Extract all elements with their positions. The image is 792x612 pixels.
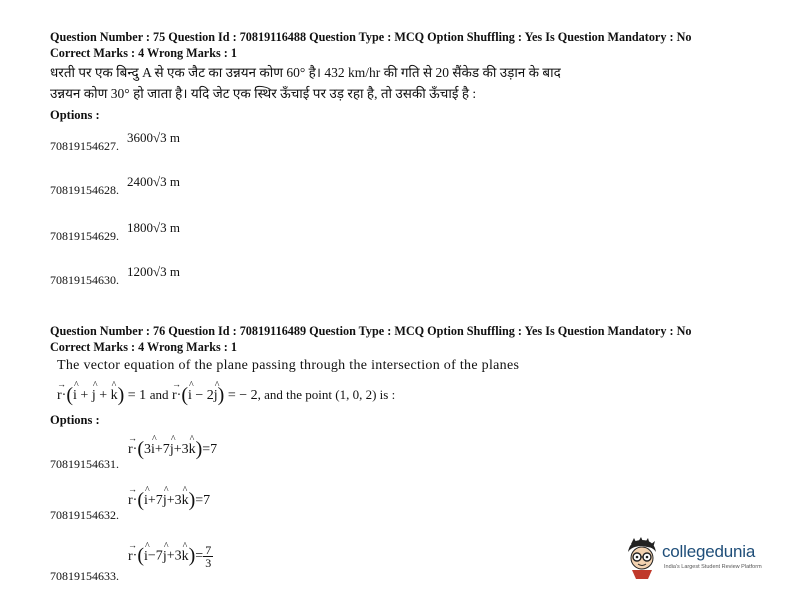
option-id: 70819154628.: [50, 183, 119, 197]
option-id: 70819154630.: [50, 273, 119, 287]
option-value: → r·(^ i+7^ j+3^ k)=7: [128, 489, 210, 512]
q76-options-label: Options :: [50, 413, 100, 427]
option-id: 70819154632.: [50, 508, 119, 522]
q75-option-4[interactable]: [50, 262, 250, 292]
option-value: 3600√3 m: [127, 130, 181, 145]
q75-option-2[interactable]: [50, 172, 250, 202]
option-id: 70819154629.: [50, 229, 119, 243]
q76-text-line1: The vector equation of the plane passing through the intersection of the planes: [57, 358, 520, 373]
q75-text-line2: उन्नयन कोण 30° हो जाता है। यदि जेट एक स्थिर ऊँचाई पर उड़ रहा है, तो उसकी ऊँचाई है :: [50, 86, 477, 101]
q75-option-3[interactable]: [50, 218, 250, 248]
option-value: → r·(3^ i+7^ j+3^ k)=7: [128, 438, 217, 461]
q76-option-2[interactable]: [50, 487, 310, 523]
logo-name: collegedunia: [662, 542, 756, 561]
option-value: 2400√3 m: [127, 174, 181, 189]
q75-header-line1: Question Number : 75 Question Id : 70819116488 Question Type : MCQ Option Shuffling : Yes Is Question Mandatory : No: [50, 30, 692, 44]
option-value: 1200√3 m: [127, 264, 181, 279]
q75-option-1[interactable]: [50, 128, 250, 158]
q76-text-line2: → r·(^ i + ^ j + ^ k) = 1 and → r·(^ i − 2^ j) = − 2, and the point (1, 0, 2) is :: [57, 384, 395, 407]
option-id: 70819154631.: [50, 457, 119, 471]
logo-tagline: India's Largest Student Review Platform: [664, 564, 762, 570]
fraction: $\frac{7}{3}$: [205, 543, 212, 570]
q76-option-1[interactable]: [50, 436, 310, 472]
option-id: 70819154633.: [50, 569, 119, 583]
q76-header-line2: Correct Marks : 4 Wrong Marks : 1: [50, 340, 237, 354]
option-value: → r·(^ i−7^ j+3^ k)= $\frac{7}{3}$: [128, 544, 213, 569]
collegedunia-logo: [622, 534, 772, 582]
mascot-icon: [622, 536, 662, 580]
q75-text-line1: धरती पर एक बिन्दु A से एक जैट का उन्नयन कोण 60° है। 432 km/hr की गति से 20 सैंकेड की उड़ान के बाद: [50, 65, 561, 80]
q76-option-3[interactable]: [50, 540, 310, 582]
q75-header-line2: Correct Marks : 4 Wrong Marks : 1: [50, 46, 237, 60]
option-value: 1800√3 m: [127, 220, 181, 235]
option-id: 70819154627.: [50, 139, 119, 153]
q75-options-label: Options :: [50, 108, 100, 122]
q76-header-line1: Question Number : 76 Question Id : 70819116489 Question Type : MCQ Option Shuffling : Yes Is Question Mandatory : No: [50, 324, 692, 338]
